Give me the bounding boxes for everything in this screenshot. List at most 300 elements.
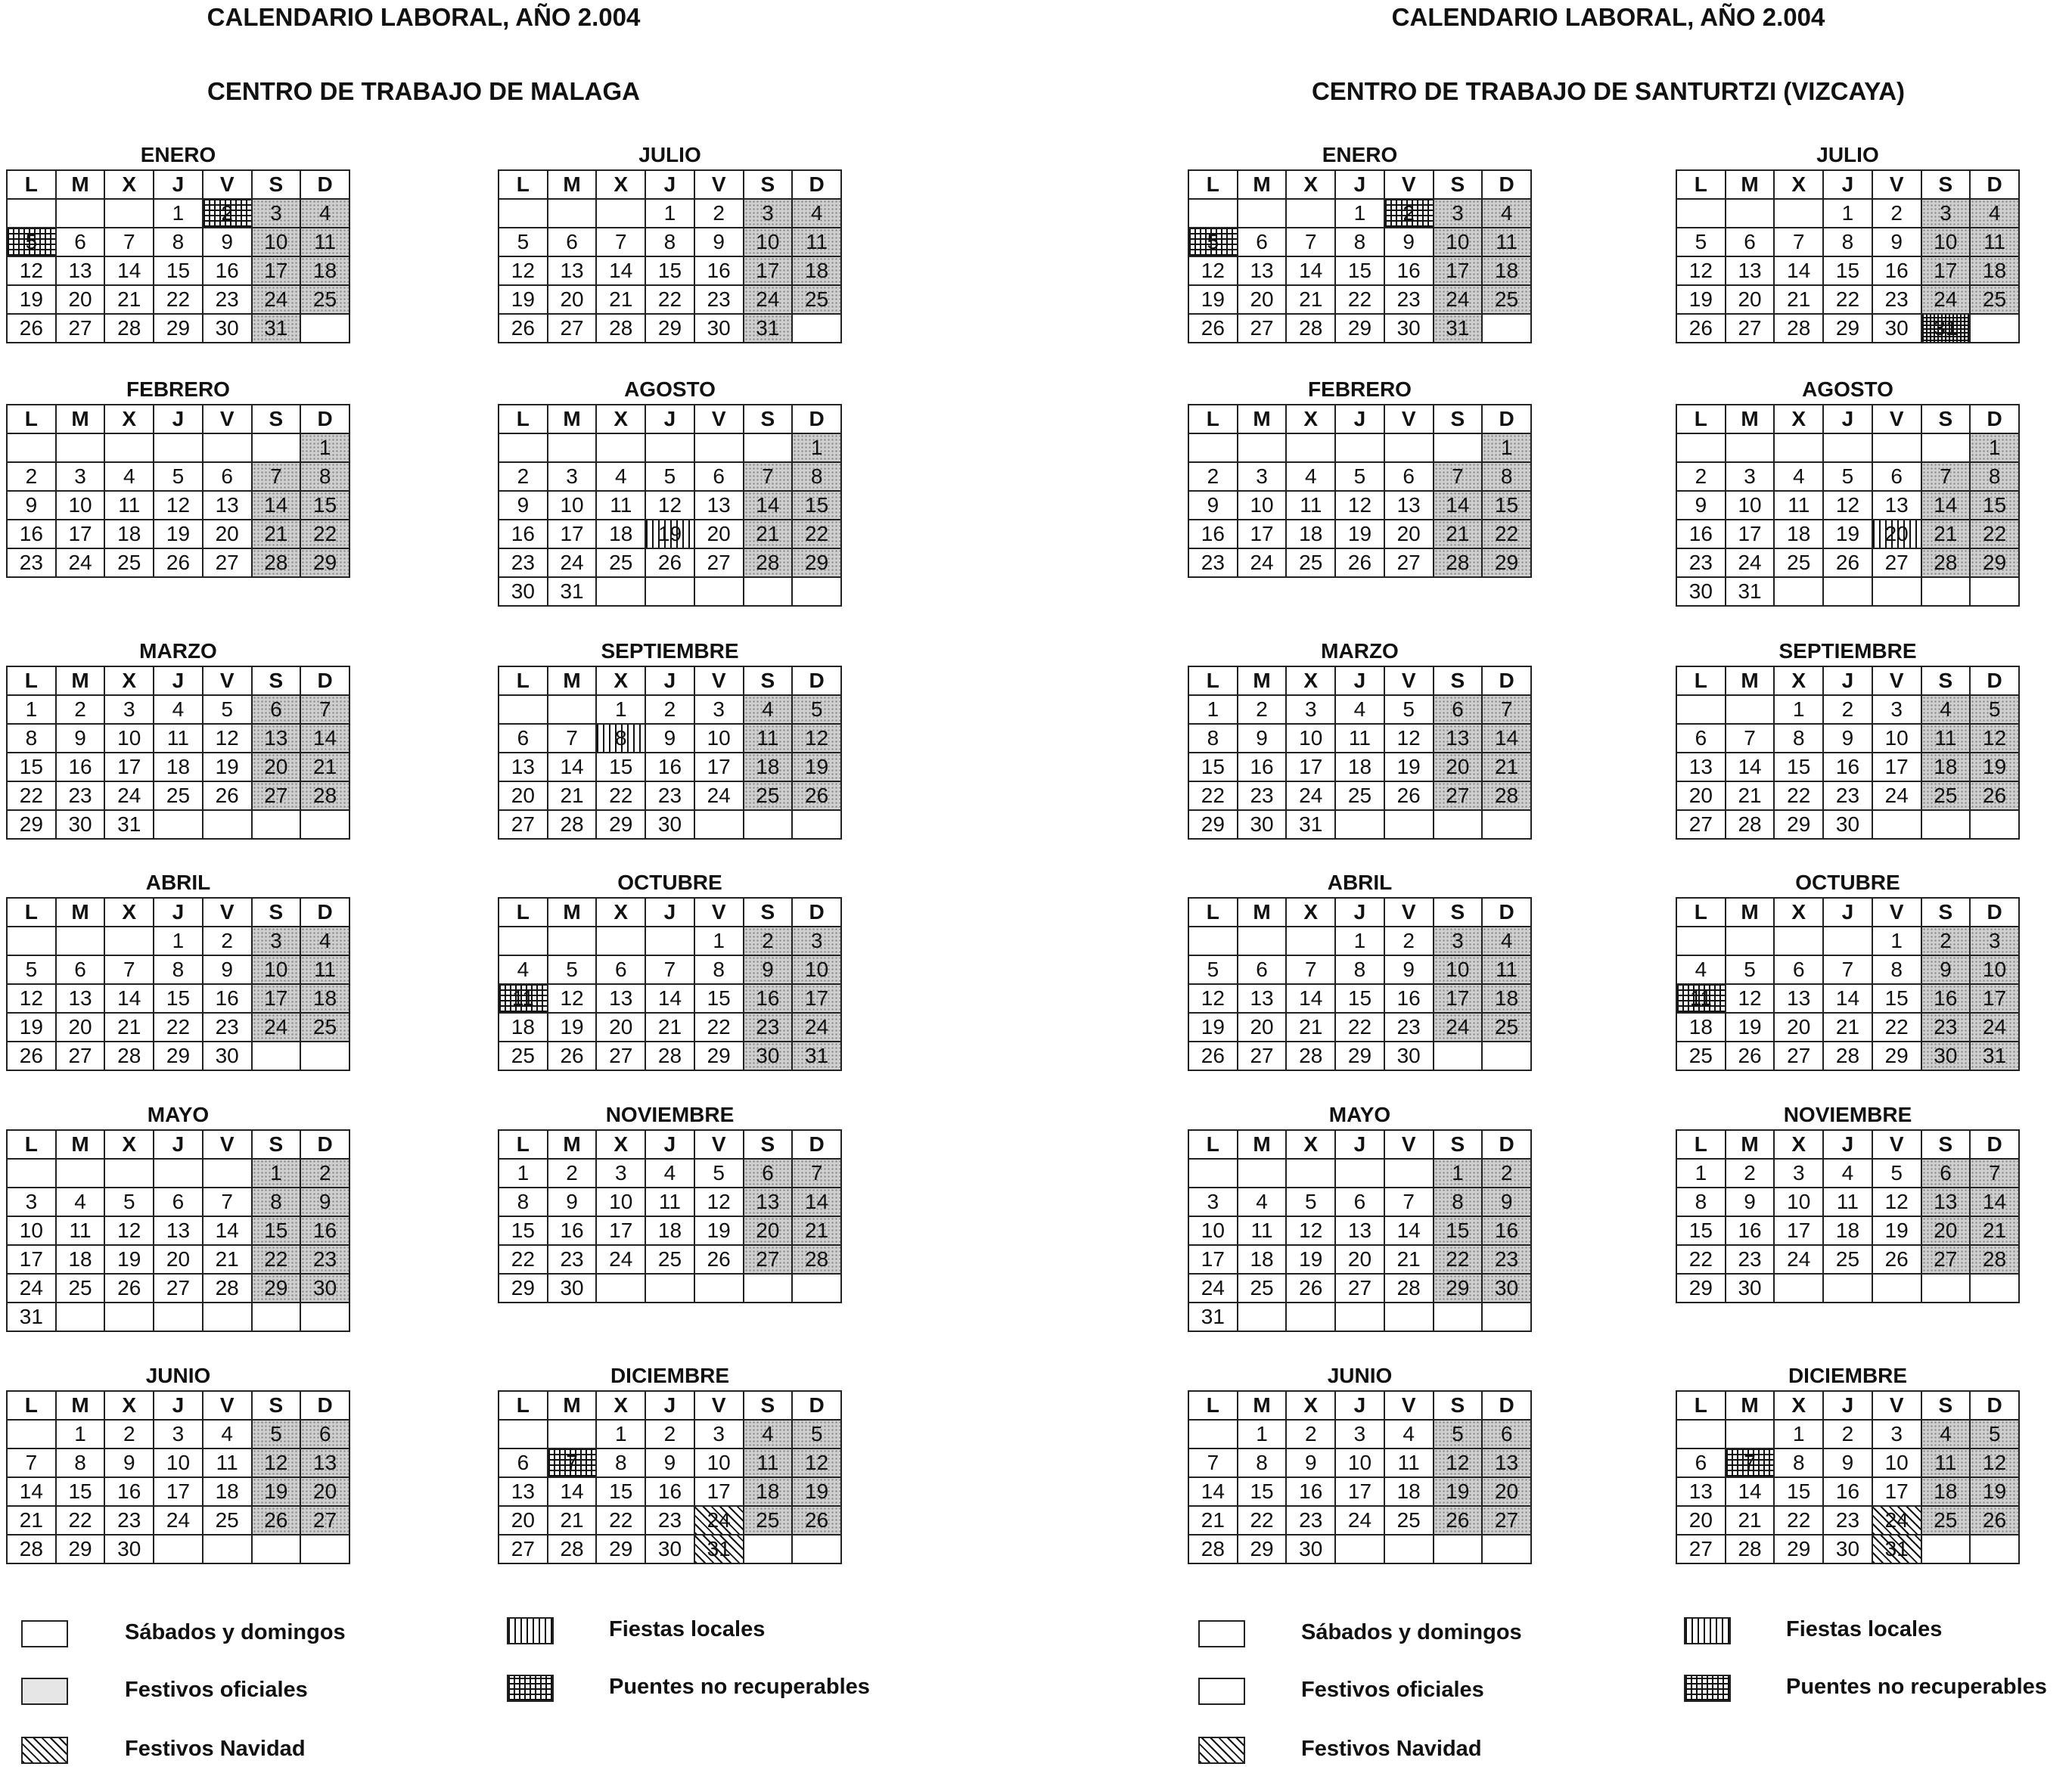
week-row (7, 462, 349, 491)
month-table (498, 1390, 842, 1564)
day-cell: 13 (1676, 753, 1726, 781)
day-cell: 23 (548, 1245, 597, 1274)
day-cell: 6 (1238, 228, 1287, 256)
weekday-header: V (1384, 405, 1434, 433)
day-cell: 4 (1676, 955, 1726, 984)
day-cell: 15 (1188, 753, 1238, 781)
day-cell: 22 (1774, 1506, 1823, 1535)
day-cell: 29 (154, 314, 203, 343)
day-cell: 21 (645, 1013, 694, 1042)
day-cell: 12 (1384, 724, 1434, 753)
legend-swatch-puente (507, 1675, 554, 1702)
day-cell: 28 (792, 1245, 841, 1274)
weekday-header-row (7, 405, 349, 433)
day-cell: 20 (1238, 285, 1287, 314)
day-cell: 3 (1970, 927, 2019, 955)
legend-swatch-official (21, 1678, 68, 1705)
day-cell: 24 (1921, 285, 1971, 314)
day-cell: 8 (596, 724, 645, 753)
day-cell: 2 (499, 462, 548, 491)
day-cell: 25 (56, 1274, 105, 1303)
day-cell: 11 (1970, 228, 2019, 256)
day-cell: 27 (56, 314, 105, 343)
month-table (6, 1390, 350, 1564)
day-cell: 24 (154, 1506, 203, 1535)
day-cell: 8 (694, 955, 744, 984)
day-cell: 29 (596, 1535, 645, 1563)
day-cell: 4 (154, 695, 203, 724)
day-cell: 25 (744, 781, 793, 810)
day-cell: 17 (1872, 753, 1921, 781)
page-subtitle-left: CENTRO DE TRABAJO DE MALAGA (207, 77, 640, 105)
day-cell: 6 (56, 955, 105, 984)
month-abril (1188, 868, 1532, 1071)
empty-cell (154, 1303, 203, 1331)
day-cell: 28 (596, 314, 645, 343)
weekday-header: M (1726, 170, 1775, 199)
weekday-header: L (1188, 898, 1238, 927)
weekday-header: V (694, 898, 744, 927)
empty-cell (694, 810, 744, 839)
month-enero (6, 141, 350, 343)
day-cell: 1 (252, 1159, 301, 1188)
week-row (1676, 1188, 2019, 1216)
day-cell: 21 (104, 285, 154, 314)
day-cell: 7 (203, 1188, 252, 1216)
empty-cell (252, 1303, 301, 1331)
day-cell: 10 (1434, 955, 1483, 984)
legend-swatch-local (1684, 1617, 1731, 1644)
weekday-header: J (645, 898, 694, 927)
week-row (1676, 1420, 2019, 1449)
empty-cell (1286, 1303, 1335, 1331)
month-julio (498, 141, 842, 343)
weekday-header: J (1335, 666, 1384, 695)
legend-swatch-weekend (1198, 1620, 1245, 1647)
weekday-header: S (1434, 405, 1483, 433)
day-cell: 24 (252, 285, 301, 314)
month-table (1676, 169, 2020, 343)
day-cell: 8 (1774, 724, 1823, 753)
month-agosto (1676, 375, 2020, 607)
weekday-header: M (548, 898, 597, 927)
week-row (1676, 314, 2019, 343)
day-cell: 23 (203, 285, 252, 314)
empty-cell (1238, 1303, 1287, 1331)
empty-cell (1482, 810, 1531, 839)
day-cell: 25 (104, 548, 154, 577)
empty-cell (1188, 927, 1238, 955)
day-cell: 21 (1434, 520, 1483, 548)
day-cell: 13 (1335, 1216, 1384, 1245)
day-cell: 29 (1774, 810, 1823, 839)
weekday-header: D (300, 405, 349, 433)
month-noviembre (498, 1101, 842, 1303)
weekday-header: X (104, 898, 154, 927)
weekday-header: S (744, 405, 793, 433)
empty-cell (7, 199, 56, 228)
legend-label-local: Fiestas locales (609, 1617, 766, 1641)
weekday-header-row (1676, 1130, 2019, 1159)
day-cell: 30 (56, 810, 105, 839)
day-cell: 4 (1482, 927, 1531, 955)
day-cell: 8 (1335, 955, 1384, 984)
day-cell: 23 (1238, 781, 1287, 810)
month-title: FEBRERO (126, 377, 230, 401)
weekday-header: X (596, 405, 645, 433)
legend-swatch-puente (1684, 1675, 1731, 1702)
day-cell: 14 (7, 1477, 56, 1506)
day-cell: 1 (792, 433, 841, 462)
day-cell: 7 (1921, 462, 1971, 491)
empty-cell (1774, 433, 1823, 462)
week-row (1188, 285, 1531, 314)
day-cell: 13 (1676, 1477, 1726, 1506)
day-cell: 27 (1726, 314, 1775, 343)
day-cell: 18 (1774, 520, 1823, 548)
weekday-header: J (645, 1391, 694, 1420)
weekday-header-row (1676, 170, 2019, 199)
day-cell: 5 (1434, 1420, 1483, 1449)
week-row (1676, 199, 2019, 228)
day-cell: 25 (1238, 1274, 1287, 1303)
empty-cell (1188, 1159, 1238, 1188)
week-row (1676, 1216, 2019, 1245)
day-cell: 17 (744, 256, 793, 285)
legend-label-weekend: Sábados y domingos (1301, 1620, 1522, 1644)
day-cell: 4 (596, 462, 645, 491)
month-table (1188, 169, 1532, 343)
day-cell: 24 (596, 1245, 645, 1274)
weekday-header: X (1774, 1130, 1823, 1159)
weekday-header: D (1970, 1391, 2019, 1420)
day-cell: 3 (744, 199, 793, 228)
day-cell: 6 (300, 1420, 349, 1449)
day-cell: 2 (1726, 1159, 1775, 1188)
weekday-header: L (499, 405, 548, 433)
day-cell: 18 (104, 520, 154, 548)
weekday-header: M (548, 1130, 597, 1159)
day-cell: 30 (203, 1042, 252, 1070)
day-cell: 3 (1434, 927, 1483, 955)
weekday-header-row (499, 1391, 841, 1420)
empty-cell (1774, 1274, 1823, 1303)
day-cell: 1 (1970, 433, 2019, 462)
empty-cell (1676, 1420, 1726, 1449)
empty-cell (694, 577, 744, 606)
empty-cell (1286, 199, 1335, 228)
weekday-header: V (1872, 405, 1921, 433)
day-cell: 22 (792, 520, 841, 548)
day-cell: 14 (104, 984, 154, 1013)
day-cell: 20 (154, 1245, 203, 1274)
day-cell: 24 (1872, 781, 1921, 810)
empty-cell (792, 314, 841, 343)
day-cell: 15 (300, 491, 349, 520)
day-cell: 13 (596, 984, 645, 1013)
empty-cell (154, 1535, 203, 1563)
day-cell: 27 (1872, 548, 1921, 577)
day-cell: 22 (1676, 1245, 1726, 1274)
day-cell: 31 (694, 1535, 744, 1563)
month-title: DICIEMBRE (610, 1364, 730, 1387)
day-cell: 14 (792, 1188, 841, 1216)
empty-cell (744, 1274, 793, 1303)
day-cell: 26 (104, 1274, 154, 1303)
month-septiembre (1676, 637, 2020, 840)
weekday-header: S (252, 170, 301, 199)
day-cell: 20 (252, 753, 301, 781)
day-cell: 25 (1921, 1506, 1971, 1535)
weekday-header: J (645, 666, 694, 695)
day-cell: 26 (694, 1245, 744, 1274)
empty-cell (1726, 433, 1775, 462)
month-title: JUNIO (1327, 1364, 1393, 1387)
weekday-header-row (499, 898, 841, 927)
month-title: JULIO (1816, 143, 1879, 166)
weekday-header: D (792, 1391, 841, 1420)
day-cell: 4 (1774, 462, 1823, 491)
week-row (7, 955, 349, 984)
day-cell: 15 (645, 256, 694, 285)
weekday-header: D (792, 170, 841, 199)
day-cell: 28 (104, 314, 154, 343)
day-cell: 19 (1970, 1477, 2019, 1506)
weekday-header: V (203, 405, 252, 433)
day-cell: 31 (104, 810, 154, 839)
weekday-header-row (1676, 405, 2019, 433)
weekday-header: M (1726, 1391, 1775, 1420)
legend-swatch-navidad (21, 1737, 68, 1764)
day-cell: 2 (645, 1420, 694, 1449)
weekday-header: J (154, 1130, 203, 1159)
day-cell: 24 (1726, 548, 1775, 577)
weekday-header: J (1823, 1130, 1872, 1159)
weekday-header-row (1188, 405, 1531, 433)
day-cell: 20 (694, 520, 744, 548)
day-cell: 31 (1188, 1303, 1238, 1331)
month-title: SEPTIEMBRE (601, 639, 739, 663)
day-cell: 10 (1286, 724, 1335, 753)
empty-cell (203, 433, 252, 462)
week-row (499, 810, 841, 839)
week-row (1188, 1420, 1531, 1449)
day-cell: 7 (1434, 462, 1483, 491)
day-cell: 10 (596, 1188, 645, 1216)
weekday-header: L (499, 898, 548, 927)
empty-cell (1384, 1535, 1434, 1563)
weekday-header: M (548, 1391, 597, 1420)
weekday-header: V (203, 898, 252, 927)
day-cell: 15 (7, 753, 56, 781)
day-cell: 13 (1872, 491, 1921, 520)
day-cell: 2 (645, 695, 694, 724)
day-cell: 31 (1434, 314, 1483, 343)
day-cell: 16 (499, 520, 548, 548)
day-cell: 9 (1676, 491, 1726, 520)
day-cell: 22 (1238, 1506, 1287, 1535)
day-cell: 28 (1823, 1042, 1872, 1070)
day-cell: 15 (1970, 491, 2019, 520)
weekday-header: D (1482, 898, 1531, 927)
day-cell: 16 (104, 1477, 154, 1506)
day-cell: 2 (1384, 927, 1434, 955)
day-cell: 13 (300, 1449, 349, 1477)
empty-cell (548, 1420, 597, 1449)
month-title: FEBRERO (1308, 377, 1412, 401)
weekday-header: S (1921, 666, 1971, 695)
day-cell: 28 (744, 548, 793, 577)
day-cell: 9 (7, 491, 56, 520)
day-cell: 9 (1482, 1188, 1531, 1216)
day-cell: 4 (1335, 695, 1384, 724)
day-cell: 11 (1482, 955, 1531, 984)
day-cell: 17 (104, 753, 154, 781)
day-cell: 2 (1872, 199, 1921, 228)
week-row (7, 781, 349, 810)
weekday-header: S (1921, 898, 1971, 927)
weekday-header-row (1188, 898, 1531, 927)
empty-cell (300, 1303, 349, 1331)
day-cell: 27 (1774, 1042, 1823, 1070)
weekday-header: D (792, 1130, 841, 1159)
day-cell: 22 (1482, 520, 1531, 548)
day-cell: 8 (56, 1449, 105, 1477)
day-cell: 19 (645, 520, 694, 548)
day-cell: 21 (1823, 1013, 1872, 1042)
weekday-header: X (1774, 170, 1823, 199)
week-row (1676, 491, 2019, 520)
weekday-header: S (1921, 405, 1971, 433)
day-cell: 26 (1726, 1042, 1775, 1070)
day-cell: 24 (548, 548, 597, 577)
weekday-header: X (104, 405, 154, 433)
day-cell: 12 (1726, 984, 1775, 1013)
empty-cell (792, 810, 841, 839)
day-cell: 22 (1335, 1013, 1384, 1042)
empty-cell (1921, 810, 1971, 839)
weekday-header: D (300, 170, 349, 199)
day-cell: 28 (1726, 810, 1775, 839)
week-row (7, 285, 349, 314)
month-table (6, 1129, 350, 1332)
day-cell: 22 (1823, 285, 1872, 314)
week-row (499, 955, 841, 984)
day-cell: 4 (1970, 199, 2019, 228)
day-cell: 10 (792, 955, 841, 984)
day-cell: 6 (1676, 1449, 1726, 1477)
day-cell: 20 (1482, 1477, 1531, 1506)
week-row (1676, 285, 2019, 314)
day-cell: 16 (203, 256, 252, 285)
day-cell: 22 (596, 1506, 645, 1535)
month-table (6, 897, 350, 1071)
day-cell: 17 (1286, 753, 1335, 781)
empty-cell (596, 199, 645, 228)
empty-cell (1434, 433, 1483, 462)
weekday-header: X (596, 1391, 645, 1420)
day-cell: 21 (1921, 520, 1971, 548)
day-cell: 14 (1921, 491, 1971, 520)
day-cell: 12 (792, 1449, 841, 1477)
weekday-header: V (1872, 1391, 1921, 1420)
day-cell: 1 (1676, 1159, 1726, 1188)
day-cell: 23 (1384, 1013, 1434, 1042)
day-cell: 1 (1434, 1159, 1483, 1188)
day-cell: 26 (203, 781, 252, 810)
day-cell: 31 (7, 1303, 56, 1331)
day-cell: 7 (645, 955, 694, 984)
day-cell: 7 (1188, 1449, 1238, 1477)
weekday-header: L (1676, 898, 1726, 927)
day-cell: 4 (1921, 1420, 1971, 1449)
month-table (1188, 404, 1532, 578)
week-row (7, 491, 349, 520)
weekday-header: V (1384, 898, 1434, 927)
day-cell: 7 (1823, 955, 1872, 984)
day-cell: 28 (1286, 1042, 1335, 1070)
day-cell: 14 (596, 256, 645, 285)
day-cell: 7 (1482, 695, 1531, 724)
week-row (7, 433, 349, 462)
day-cell: 16 (1823, 753, 1872, 781)
day-cell: 24 (1970, 1013, 2019, 1042)
empty-cell (1872, 810, 1921, 839)
empty-cell (694, 1274, 744, 1303)
legend-label-weekend: Sábados y domingos (125, 1620, 346, 1644)
weekday-header-row (7, 1130, 349, 1159)
weekday-header: X (596, 170, 645, 199)
day-cell: 27 (499, 810, 548, 839)
day-cell: 30 (694, 314, 744, 343)
day-cell: 30 (1384, 1042, 1434, 1070)
day-cell: 28 (1384, 1274, 1434, 1303)
day-cell: 16 (645, 753, 694, 781)
day-cell: 25 (154, 781, 203, 810)
day-cell: 6 (1872, 462, 1921, 491)
day-cell: 16 (203, 984, 252, 1013)
month-table (498, 897, 842, 1071)
legend-swatch-weekend (21, 1620, 68, 1647)
day-cell: 10 (154, 1449, 203, 1477)
day-cell: 30 (744, 1042, 793, 1070)
weekday-header: X (1774, 666, 1823, 695)
weekday-header: L (1676, 170, 1726, 199)
empty-cell (499, 927, 548, 955)
day-cell: 16 (1676, 520, 1726, 548)
month-table (1188, 897, 1532, 1071)
empty-cell (1872, 433, 1921, 462)
day-cell: 10 (1774, 1188, 1823, 1216)
day-cell: 19 (499, 285, 548, 314)
day-cell: 30 (1286, 1535, 1335, 1563)
week-row (1188, 1506, 1531, 1535)
month-marzo (1188, 637, 1532, 840)
week-row (7, 1216, 349, 1245)
day-cell: 2 (56, 695, 105, 724)
day-cell: 23 (7, 548, 56, 577)
day-cell: 15 (56, 1477, 105, 1506)
day-cell: 27 (300, 1506, 349, 1535)
day-cell: 25 (1335, 781, 1384, 810)
week-row (499, 753, 841, 781)
day-cell: 29 (596, 810, 645, 839)
day-cell: 21 (1970, 1216, 2019, 1245)
week-row (499, 462, 841, 491)
day-cell: 26 (792, 1506, 841, 1535)
weekday-header: X (1286, 666, 1335, 695)
day-cell: 29 (1238, 1535, 1287, 1563)
